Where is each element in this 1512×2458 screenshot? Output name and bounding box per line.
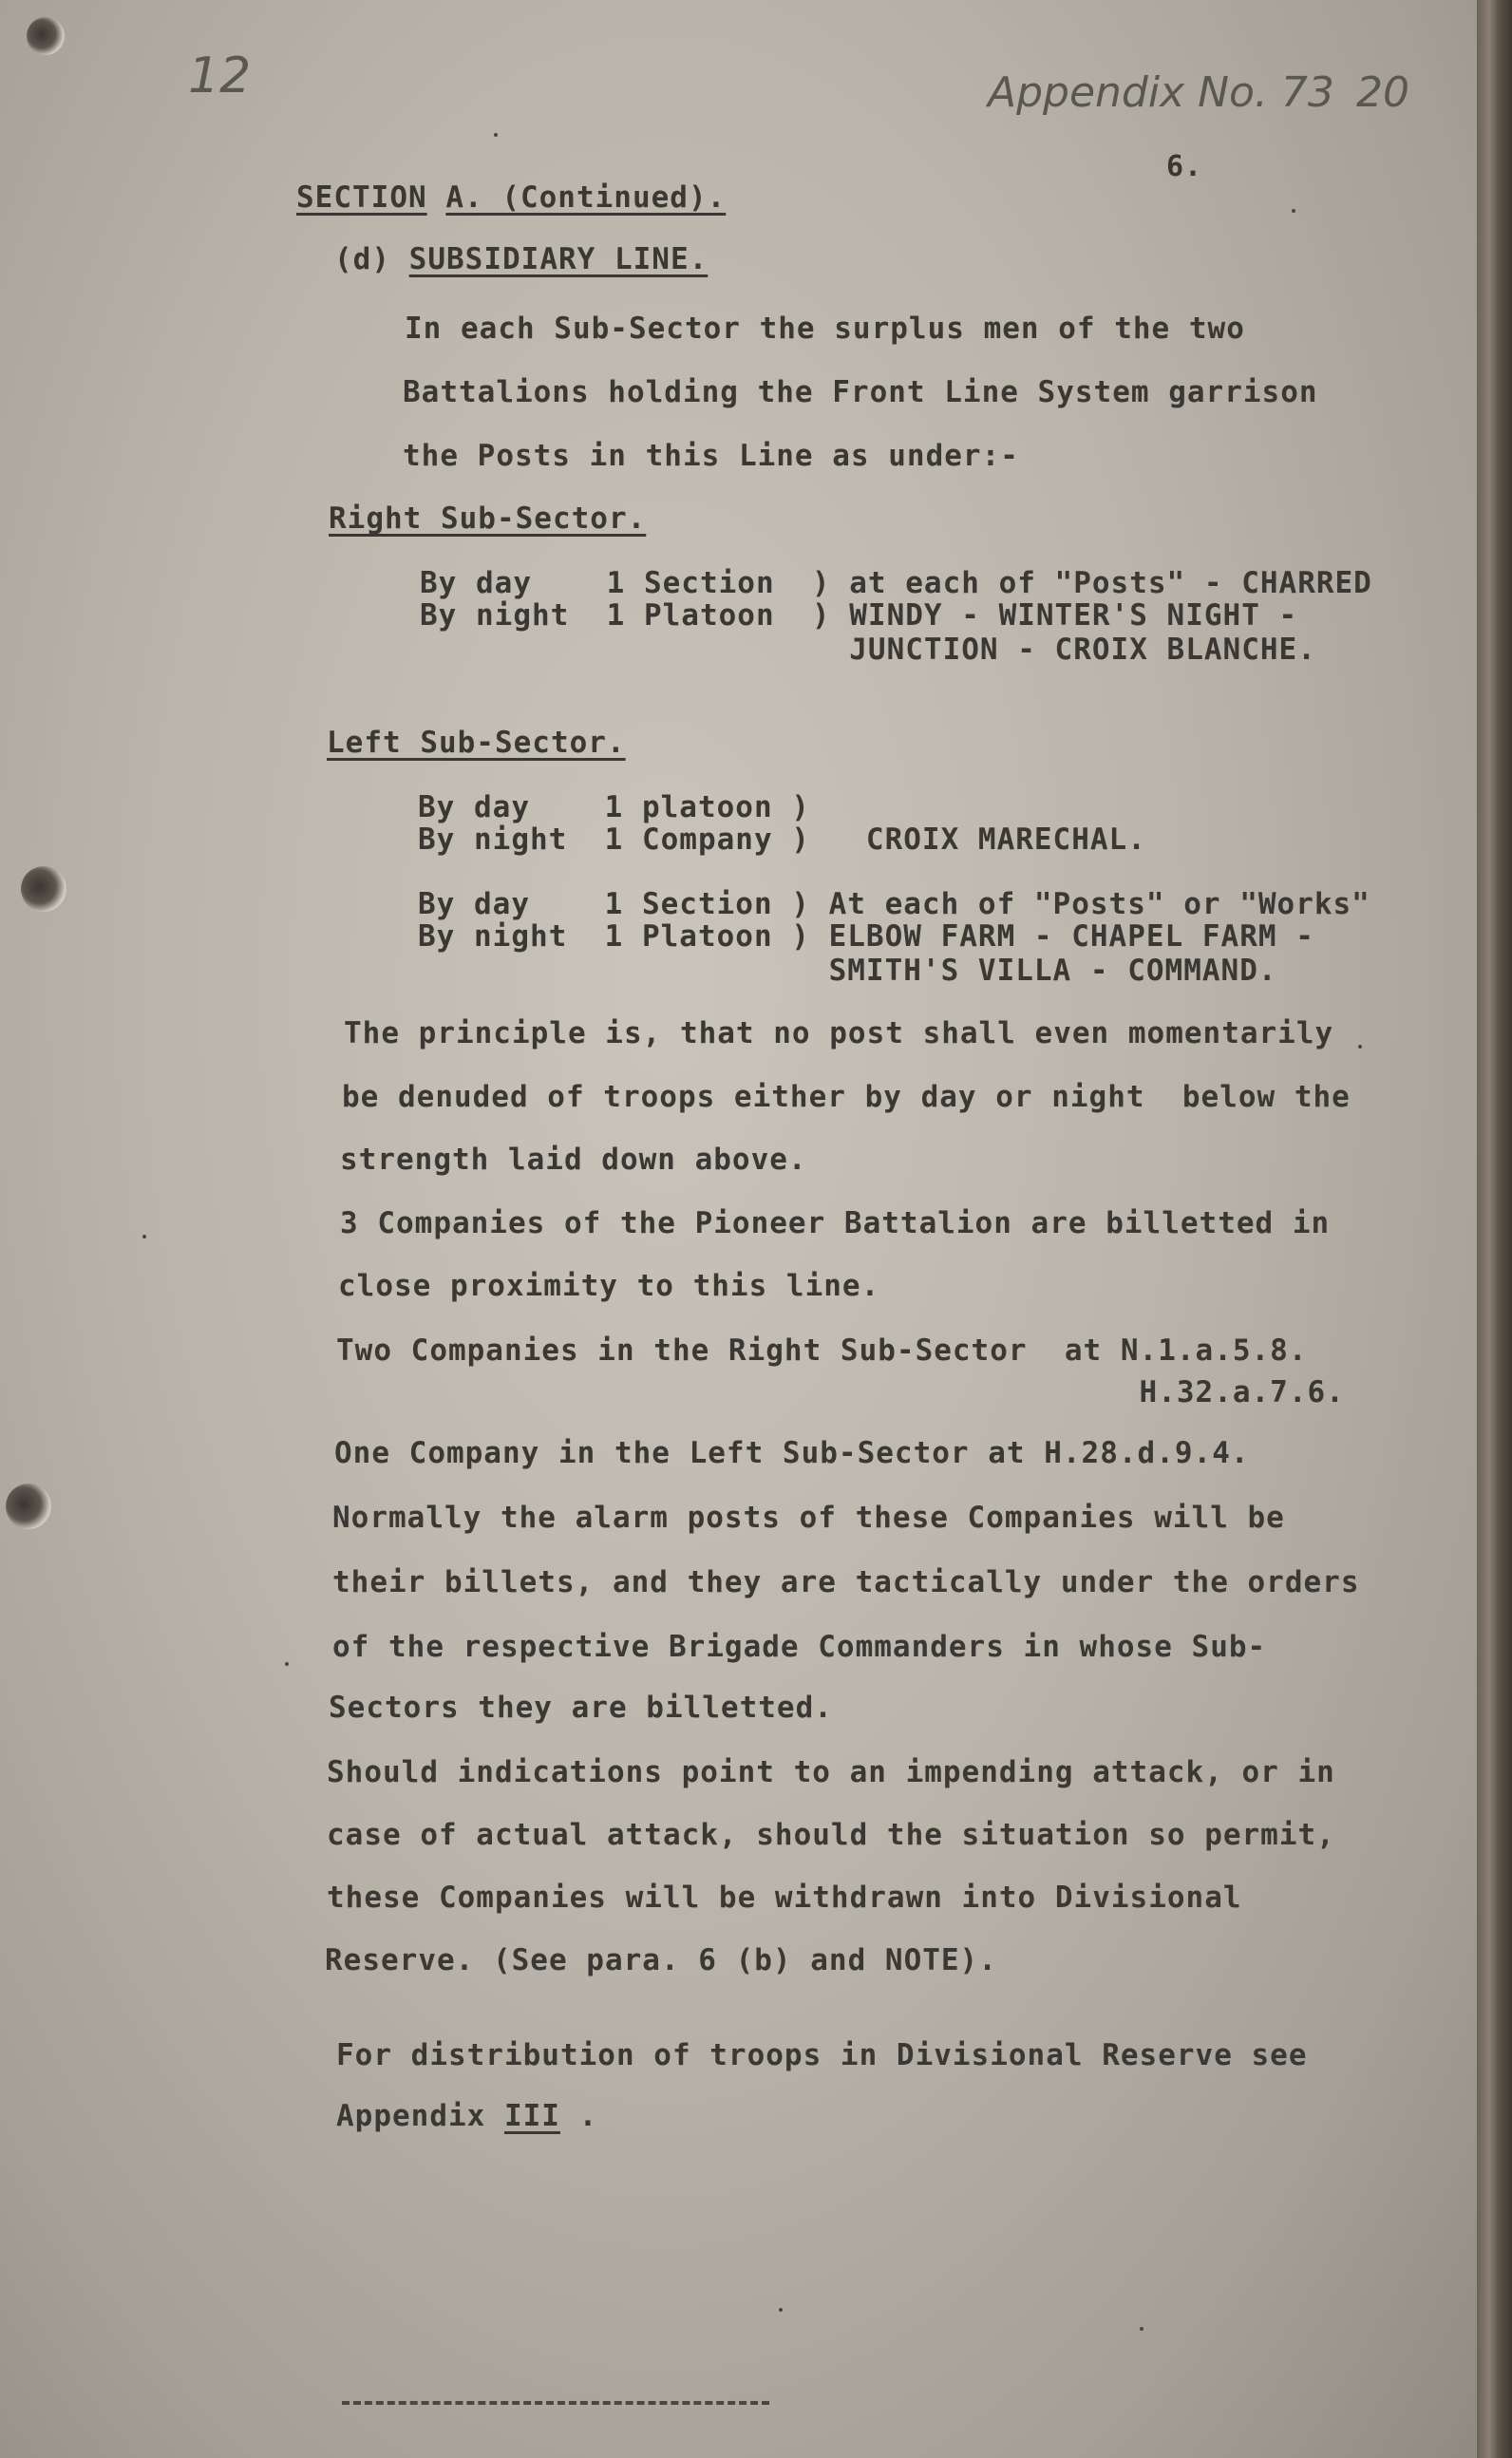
body-line: Two Companies in the Right Sub-Sector at N.1.a.5.8. [336, 1333, 1308, 1368]
page-number: 6. [1166, 150, 1203, 183]
body-line: Should indications point to an impending attack, or in [327, 1755, 1335, 1789]
intro-line: Battalions holding the Front Line System garrison [403, 375, 1318, 409]
closing-appendix-line [336, 2099, 597, 2133]
body-line: case of actual attack, should the situation so permit, [327, 1818, 1335, 1852]
closing-appendix-ref: III [503, 2099, 560, 2133]
section-heading-label: A. (Continued). [445, 180, 727, 215]
intro-line: In each Sub-Sector the surplus men of the two [405, 312, 1245, 346]
punch-hole-middle [21, 866, 66, 912]
right-sub-sector-line: By day 1 Section ) at each of "Posts" - CHARRED [420, 566, 1372, 600]
folio-number: 12 [188, 47, 252, 104]
body-line: The principle is, that no post shall even momentarily [344, 1016, 1334, 1050]
closing-appendix-prefix: Appendix [336, 2099, 486, 2133]
body-line: these Companies will be withdrawn into Divisional [327, 1881, 1242, 1915]
bottom-rule [342, 2401, 769, 2405]
subsection-label: (d) [334, 242, 390, 276]
punch-hole-top [27, 17, 65, 55]
page-edge [1477, 0, 1512, 2458]
right-sub-sector-line: By night 1 Platoon ) WINDY - WINTER'S NIGHT - [420, 598, 1298, 633]
left-sub-sector-heading: Left Sub-Sector. [327, 726, 626, 760]
right-sub-sector-heading: Right Sub-Sector. [329, 501, 647, 536]
body-line: their billets, and they are tactically under the orders [332, 1565, 1360, 1599]
body-line: Sectors they are billetted. [329, 1691, 833, 1725]
body-line: of the respective Brigade Commanders in whose Sub- [332, 1630, 1267, 1664]
left-sub-sector-line: SMITH'S VILLA - COMMAND. [418, 954, 1277, 988]
body-line: be denuded of troops either by day or night below the [342, 1080, 1351, 1114]
punch-hole-lower [6, 1484, 51, 1529]
body-line: Reserve. (See para. 6 (b) and NOTE). [325, 1943, 997, 1977]
section-heading [296, 180, 726, 215]
intro-line: the Posts in this Line as under:- [403, 439, 1019, 473]
closing-line: For distribution of troops in Divisional Reserve see [336, 2038, 1308, 2072]
section-heading-prefix: SECTION [296, 180, 427, 215]
left-sub-sector-line: By night 1 Platoon ) ELBOW FARM - CHAPEL FARM - [418, 919, 1314, 954]
closing-appendix-suffix: . [559, 2099, 598, 2133]
body-line: Normally the alarm posts of these Companies will be [332, 1501, 1285, 1535]
body-line: One Company in the Left Sub-Sector at H.28.d.9.4. [334, 1436, 1250, 1470]
left-sub-sector-line: By day 1 platoon ) [418, 790, 810, 824]
body-line: H.32.a.7.6. [336, 1375, 1345, 1409]
subsection-title: SUBSIDIARY LINE. [408, 242, 709, 276]
subsection-heading [334, 242, 708, 276]
page-reference: 20 [1356, 68, 1409, 117]
appendix-label: Appendix No. 73 [988, 68, 1334, 117]
body-line: 3 Companies of the Pioneer Battalion are billetted in [340, 1206, 1331, 1240]
left-sub-sector-line: By day 1 Section ) At each of "Posts" or "Works" [418, 887, 1370, 921]
right-sub-sector-line: JUNCTION - CROIX BLANCHE. [420, 633, 1316, 667]
body-line: strength laid down above. [340, 1143, 807, 1177]
body-line: close proximity to this line. [338, 1269, 880, 1303]
left-sub-sector-line: By night 1 Company ) CROIX MARECHAL. [418, 822, 1146, 857]
